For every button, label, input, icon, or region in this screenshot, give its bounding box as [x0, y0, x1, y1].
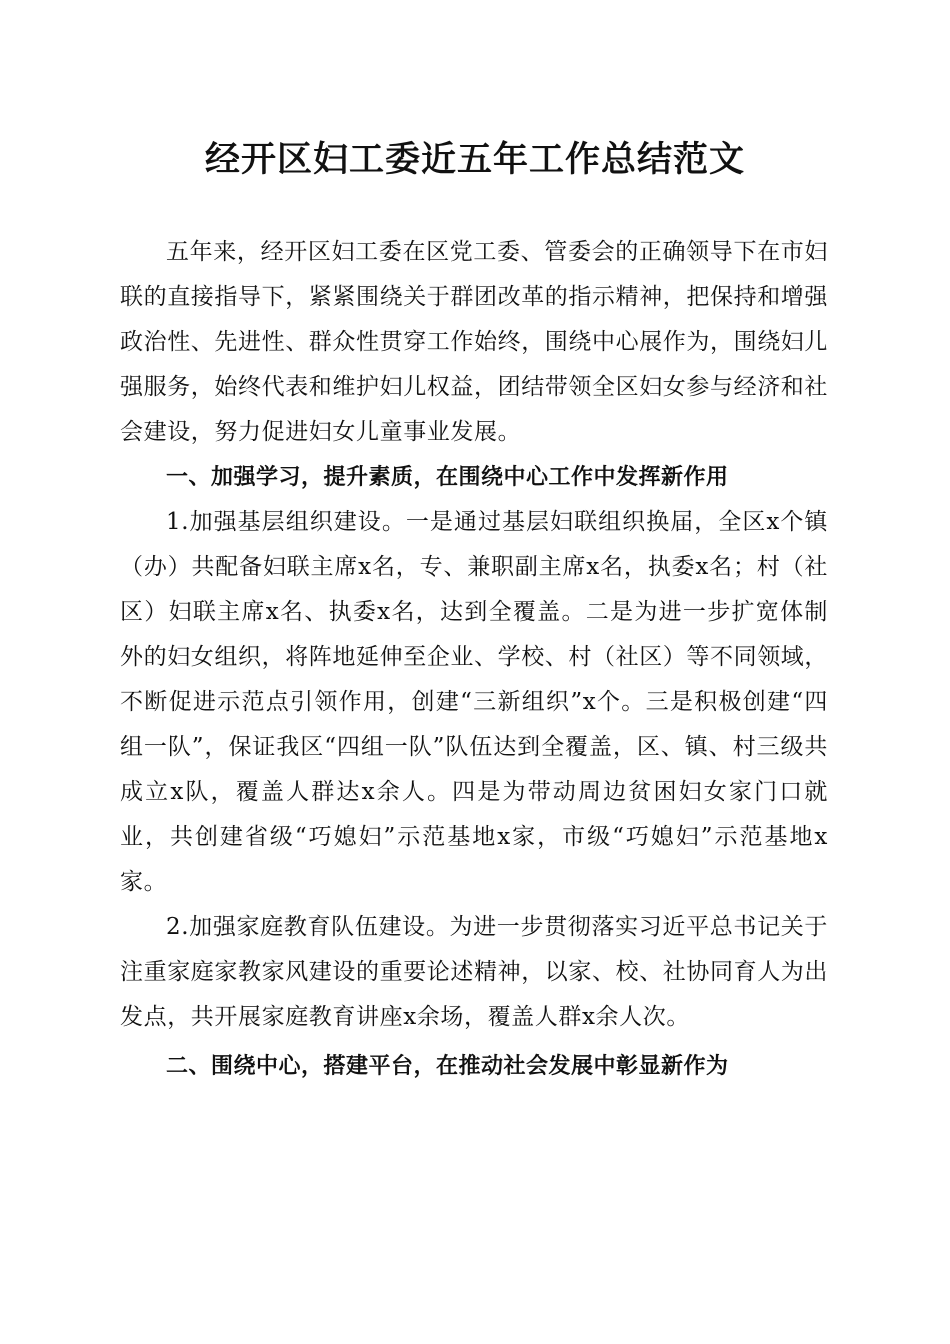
section-heading-2: 二、围绕中心，搭建平台，在推动社会发展中彰显新作为 — [166, 1054, 729, 1079]
section-heading-1: 一、加强学习，提升素质，在围绕中心工作中发挥新作用 — [166, 465, 729, 490]
item-paragraph-1: 1.加强基层组织建设。一是通过基层妇联组织换届，全区x个镇（办）共配备妇联主席x名，专、兼职副主席x名，执委x名；村（社区）妇联主席x名、执委x名，达到全覆盖。二是为进一步扩宽体制外的妇女组织，将阵地延伸至企业、学校、村（社区）等不同领域，不断促进示范点引领作用，创建“三新组织”x个。三是积极创建“四组一队”，保证我区“四组一队”队伍达到全覆盖，区、镇、村三级共成立x队，覆盖人群达x余人。四是为带动周边贫困妇女家门口就业，共创建省级“巧媳妇”示范基地x家，市级“巧媳妇”示范基地x家。 — [120, 509, 828, 895]
item-paragraph-2: 2.加强家庭教育队伍建设。为进一步贯彻落实习近平总书记关于注重家庭家教家风建设的重要论述精神，以家、校、社协同育人为出发点，共开展家庭教育讲座x余场，覆盖人群x余人次。 — [120, 914, 828, 1030]
document-body — [120, 230, 828, 1089]
document-title: 经开区妇工委近五年工作总结范文 — [204, 139, 745, 180]
intro-paragraph: 五年来，经开区妇工委在区党工委、管委会的正确领导下在市妇联的直接指导下，紧紧围绕关于群团改革的指示精神，把保持和增强政治性、先进性、群众性贯穿工作始终，围绕中心展作为，围绕妇儿强服务，始终代表和维护妇儿权益，团结带领全区妇女参与经济和社会建设，努力促进妇女儿童事业发展。 — [120, 239, 828, 445]
